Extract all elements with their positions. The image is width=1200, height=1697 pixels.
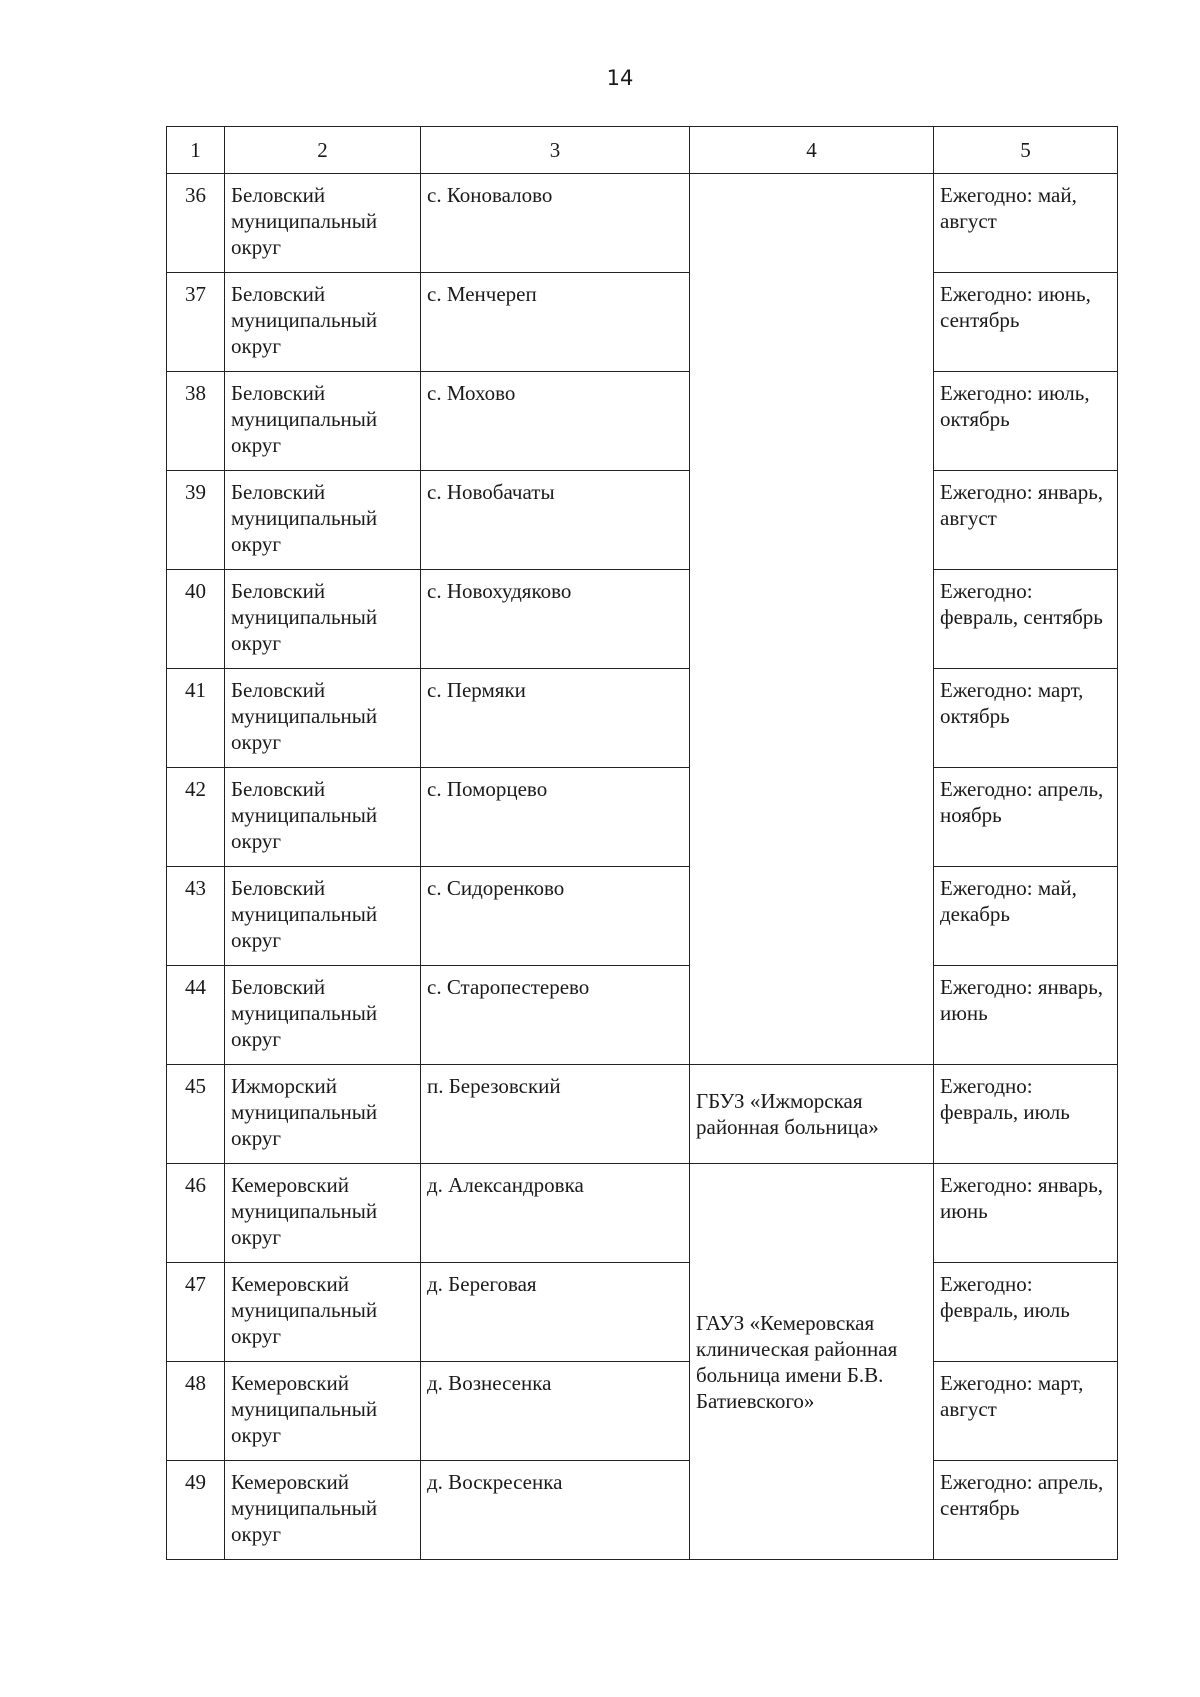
schedule-cell: Ежегодно: апрель, ноябрь	[934, 768, 1118, 867]
settlement-cell: д. Александровка	[421, 1164, 690, 1263]
facility-cell-empty	[690, 174, 934, 1065]
table-row	[167, 1164, 1118, 1263]
row-number: 41	[167, 669, 225, 768]
district-cell: Беловский муниципальный округ	[225, 471, 421, 570]
column-header-schedule: 5	[934, 127, 1118, 174]
table-row	[167, 273, 1118, 372]
district-cell: Кемеровский муниципальный округ	[225, 1461, 421, 1560]
page-number: 14	[606, 66, 634, 90]
row-number: 49	[167, 1461, 225, 1560]
schedule-cell: Ежегодно: март, октябрь	[934, 669, 1118, 768]
district-cell: Беловский муниципальный округ	[225, 273, 421, 372]
row-number: 40	[167, 570, 225, 669]
row-number: 42	[167, 768, 225, 867]
row-number: 47	[167, 1263, 225, 1362]
district-cell: Беловский муниципальный округ	[225, 669, 421, 768]
table-row	[167, 174, 1118, 273]
settlement-cell: с. Коновалово	[421, 174, 690, 273]
settlement-cell: с. Новохудяково	[421, 570, 690, 669]
settlement-cell: п. Березовский	[421, 1065, 690, 1164]
schedule-cell: Ежегодно: январь, июнь	[934, 1164, 1118, 1263]
table-row	[167, 768, 1118, 867]
column-header-district: 2	[225, 127, 421, 174]
row-number: 39	[167, 471, 225, 570]
district-cell: Кемеровский муниципальный округ	[225, 1263, 421, 1362]
column-header-settlement: 3	[421, 127, 690, 174]
table-row	[167, 471, 1118, 570]
row-number: 48	[167, 1362, 225, 1461]
table-row	[167, 1263, 1118, 1362]
row-number: 46	[167, 1164, 225, 1263]
row-number: 36	[167, 174, 225, 273]
schedule-cell: Ежегодно: май, декабрь	[934, 867, 1118, 966]
column-header-facility: 4	[690, 127, 934, 174]
row-number: 37	[167, 273, 225, 372]
settlement-cell: с. Новобачаты	[421, 471, 690, 570]
schedule-cell: Ежегодно: февраль, июль	[934, 1263, 1118, 1362]
district-cell: Ижморский муниципальный округ	[225, 1065, 421, 1164]
table-row	[167, 1461, 1118, 1560]
district-cell: Кемеровский муниципальный округ	[225, 1164, 421, 1263]
schedule-cell: Ежегодно: март, август	[934, 1362, 1118, 1461]
settlement-cell: д. Вознесенка	[421, 1362, 690, 1461]
schedule-cell: Ежегодно: июль, октябрь	[934, 372, 1118, 471]
settlement-cell: с. Сидоренково	[421, 867, 690, 966]
schedule-cell: Ежегодно: май, август	[934, 174, 1118, 273]
table-row	[167, 1065, 1118, 1164]
table-row	[167, 570, 1118, 669]
row-number: 38	[167, 372, 225, 471]
settlement-cell: с. Старопестерево	[421, 966, 690, 1065]
district-cell: Беловский муниципальный округ	[225, 867, 421, 966]
schedule-cell: Ежегодно: июнь, сентябрь	[934, 273, 1118, 372]
facility-cell-izhmorsk: ГБУЗ «Ижморская районная больница»	[690, 1065, 934, 1164]
district-cell: Беловский муниципальный округ	[225, 966, 421, 1065]
settlement-cell: д. Воскресенка	[421, 1461, 690, 1560]
facility-cell-kemerovo: ГАУЗ «Кемеровская клиническая районная больница имени Б.В. Батиевского»	[690, 1164, 934, 1560]
district-cell: Кемеровский муниципальный округ	[225, 1362, 421, 1461]
schedule-cell: Ежегодно: февраль, июль	[934, 1065, 1118, 1164]
schedule-cell: Ежегодно: январь, август	[934, 471, 1118, 570]
schedule-table	[166, 126, 1118, 1560]
table-row	[167, 1362, 1118, 1461]
settlement-cell: с. Мохово	[421, 372, 690, 471]
district-cell: Беловский муниципальный округ	[225, 174, 421, 273]
table-row	[167, 867, 1118, 966]
schedule-cell: Ежегодно: апрель, сентябрь	[934, 1461, 1118, 1560]
schedule-cell: Ежегодно: январь, июнь	[934, 966, 1118, 1065]
district-cell: Беловский муниципальный округ	[225, 570, 421, 669]
column-header-number: 1	[167, 127, 225, 174]
table-header-row	[167, 127, 1118, 174]
settlement-cell: с. Менчереп	[421, 273, 690, 372]
table-row	[167, 669, 1118, 768]
row-number: 43	[167, 867, 225, 966]
row-number: 44	[167, 966, 225, 1065]
table-row	[167, 966, 1118, 1065]
settlement-cell: д. Береговая	[421, 1263, 690, 1362]
district-cell: Беловский муниципальный округ	[225, 768, 421, 867]
district-cell: Беловский муниципальный округ	[225, 372, 421, 471]
row-number: 45	[167, 1065, 225, 1164]
settlement-cell: с. Поморцево	[421, 768, 690, 867]
settlement-cell: с. Пермяки	[421, 669, 690, 768]
schedule-cell: Ежегодно: февраль, сентябрь	[934, 570, 1118, 669]
table-row	[167, 372, 1118, 471]
